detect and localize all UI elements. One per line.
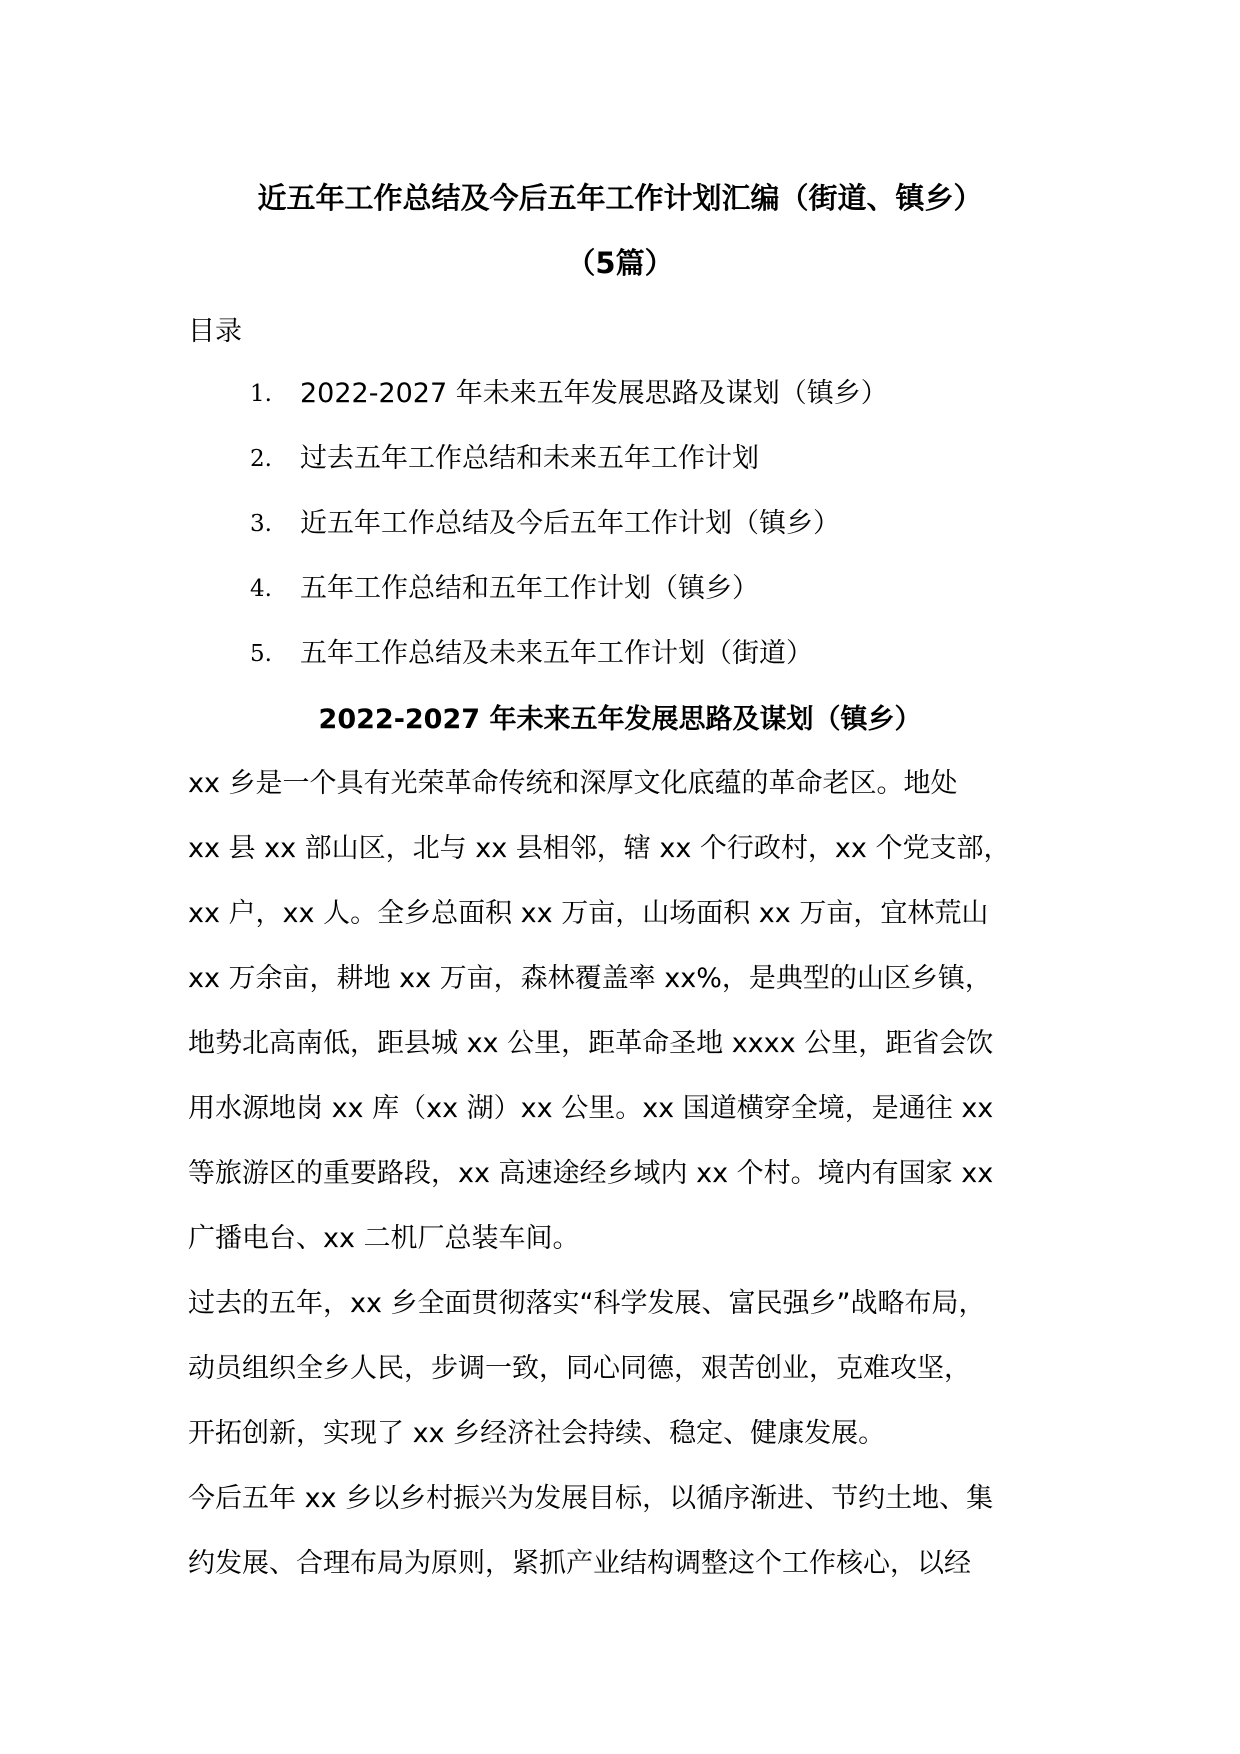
body-text-line: xx 乡是一个具有光荣革命传统和深厚文化底蕴的革命老区。地处 [188, 768, 958, 799]
document-title-line-1: 近五年工作总结及今后五年工作计划汇编（街道、镇乡） [257, 181, 983, 215]
body-text-line: 今后五年 xx 乡以乡村振兴为发展目标，以循序渐进、节约土地、集 [188, 1483, 994, 1514]
toc-heading: 目录 [188, 316, 242, 347]
body-text-line: 广播电台、xx 二机厂总装车间。 [188, 1223, 580, 1254]
body-text-line: 等旅游区的重要路段，xx 高速途经乡域内 xx 个村。境内有国家 xx [188, 1158, 994, 1189]
body-text-line: 用水源地岗 xx 库（xx 湖）xx 公里。xx 国道横穿全境，是通往 xx [188, 1093, 994, 1124]
toc-item [250, 569, 888, 634]
body-text-line: 地势北高南低，距县城 xx 公里，距革命圣地 xxxx 公里，距省会饮 [188, 1028, 994, 1059]
toc-item [250, 374, 888, 439]
section-title: 2022-2027 年未来五年发展思路及谋划（镇乡） [318, 704, 922, 735]
body-text-line: xx 县 xx 部山区，北与 xx 县相邻，辖 xx 个行政村，xx 个党支部， [188, 833, 1011, 864]
toc-item-text: 近五年工作总结及今后五年工作计划（镇乡） [300, 508, 840, 539]
body-text-line: 动员组织全乡人民，步调一致，同心同德，艰苦创业，克难攻坚， [188, 1353, 971, 1384]
toc-item-number: 4. [250, 576, 272, 602]
toc-item [250, 439, 888, 504]
document-title-line-2: （5篇） [566, 246, 674, 280]
toc-item-text: 2022-2027 年未来五年发展思路及谋划（镇乡） [300, 378, 888, 409]
toc-item [250, 504, 888, 569]
toc-item-number: 1. [250, 381, 272, 407]
toc-item-number: 3. [250, 511, 272, 537]
toc-item-number: 5. [250, 641, 272, 667]
toc-item-text: 过去五年工作总结和未来五年工作计划 [300, 443, 759, 474]
toc-item-text: 五年工作总结和五年工作计划（镇乡） [300, 573, 759, 604]
body-text-line: xx 户，xx 人。全乡总面积 xx 万亩，山场面积 xx 万亩，宜林荒山 [188, 898, 989, 929]
body-text-line: 约发展、合理布局为原则，紧抓产业结构调整这个工作核心，以经 [188, 1548, 971, 1579]
body-text-line: 开拓创新，实现了 xx 乡经济社会持续、稳定、健康发展。 [188, 1418, 886, 1449]
toc-item-text: 五年工作总结及未来五年工作计划（街道） [300, 638, 813, 669]
body-text-line: xx 万余亩，耕地 xx 万亩，森林覆盖率 xx%，是典型的山区乡镇， [188, 963, 992, 994]
body-text-line: 过去的五年，xx 乡全面贯彻落实“科学发展、富民强乡”战略布局， [188, 1288, 986, 1319]
toc-item-number: 2. [250, 446, 272, 472]
table-of-contents [250, 374, 888, 699]
toc-item [250, 634, 888, 699]
